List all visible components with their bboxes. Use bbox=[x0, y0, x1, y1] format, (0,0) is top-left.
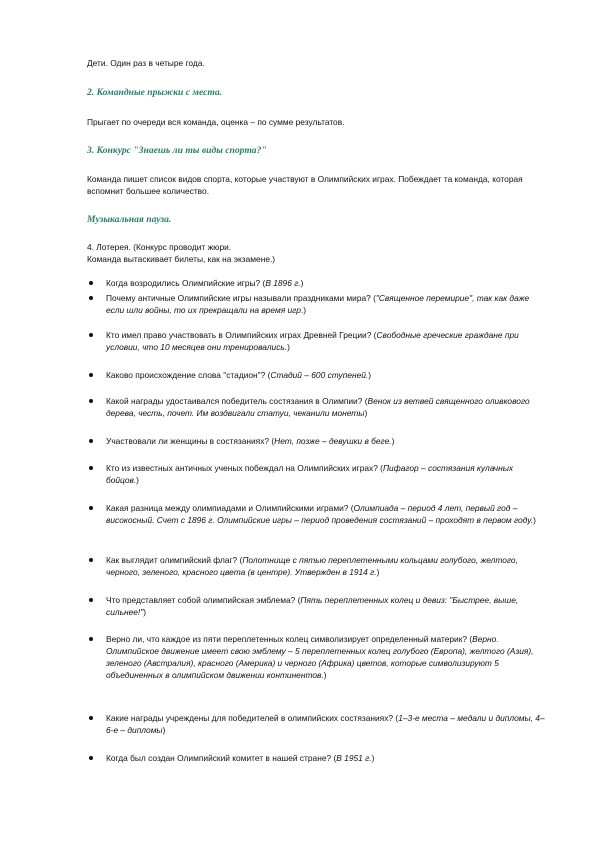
answer: Венок из ветвей священного оливкового дерева, честь, почет. Им воздвигали статуи, чеканили монеты bbox=[106, 396, 530, 418]
bullet-icon bbox=[89, 558, 93, 562]
answer: Верно. Олимпийское движение имеет свою эмблему – 5 переплетенных колец голубого (Европа), желтого (Азия), зеленого (Австралия), красного (Америка) и черного (Африка) цветов, которые символизируют 5 объединенных в олимпийском движении континентов. bbox=[106, 634, 534, 680]
section2-heading: 2. Командные прыжки с места. bbox=[87, 87, 223, 98]
answer: 1–3-е места – медали и дипломы, 4–6-е – дипломы bbox=[106, 713, 545, 735]
answer: Полотнище с пятью переплетенными кольцами голубого, желтого, черного, зеленого, красного цвета (в центре). Утвержден в 1914 г. bbox=[106, 555, 518, 577]
question-item: Кто из известных античных ученых побеждал на Олимпийских играх? (Пифагор – состязания кулачных бойцов.) bbox=[106, 462, 546, 486]
question-item: Какие награды учреждены для победителей в олимпийских состязаниях? (1–3-е места – медали и дипломы, 4–6-е – дипломы) bbox=[106, 712, 546, 736]
music-pause-heading: Музыкальная пауза. bbox=[87, 214, 172, 225]
lottery-line-1: 4. Лотерея. (Конкурс проводит жюри. bbox=[87, 242, 232, 252]
question-item: Что представляет собой олимпийская эмблема? (Пять переплетенных колец и девиз: "Быстрее, выше, сильнее!") bbox=[106, 594, 546, 618]
lottery-line-2: Команда вытаскивает билеты, как на экзамене.) bbox=[87, 254, 276, 264]
answer: В 1896 г. bbox=[265, 278, 301, 288]
question-item: Кто имел право участвовать в Олимпийских играх Древней Греции? (Свободные греческие граждане при условии, что 10 месяцев они тренировались.) bbox=[106, 329, 546, 353]
bullet-icon bbox=[89, 296, 93, 300]
bullet-icon bbox=[89, 637, 93, 641]
answer: Пифагор – состязания кулачных бойцов. bbox=[106, 463, 514, 485]
question-item: Как выглядит олимпийский флаг? (Полотнище с пятью переплетенными кольцами голубого, желтого, черного, зеленого, красного цвета (в центре). Утвержден в 1914 г.) bbox=[106, 554, 546, 578]
section2-text: Прыгает по очереди вся команда, оценка – по сумме результатов. bbox=[87, 117, 345, 127]
question-item: Какой награды удостаивался победитель состязания в Олимпии? (Венок из ветвей священного оливкового дерева, честь, почет. Им воздвигали статуи, чеканили монеты) bbox=[106, 395, 546, 419]
answer: В 1951 г. bbox=[336, 753, 372, 763]
answer: Свободные греческие граждане при условии, что 10 месяцев они тренировались. bbox=[106, 330, 519, 352]
answer: Олимпиада – период 4 лет, первый год – високосный. Счет с 1896 г. Олимпийские игры – период проведения состязаний – проходят в первом году. bbox=[106, 503, 534, 525]
section3-text: Команда пишет список видов спорта, которые участвуют в Олимпийских играх. Побеждает та команда, которая вспомнит большее количество. bbox=[87, 174, 523, 196]
bullet-icon bbox=[89, 466, 93, 470]
question-item: Почему античные Олимпийские игры называли праздниками мира? ("Священное перемирие", так как даже если шли войны, то их прекращали на время игр.) bbox=[106, 292, 546, 316]
answer: Пять переплетенных колец и девиз: "Быстрее, выше, сильнее!" bbox=[106, 595, 519, 617]
intro-line: Дети. Один раз в четыре года. bbox=[87, 58, 205, 68]
bullet-icon bbox=[89, 716, 93, 720]
question-item: Каково происхождение слова "стадион"? (Стадий – 600 ступеней.) bbox=[106, 369, 546, 381]
question-item: Когда был создан Олимпийский комитет в нашей стране? (В 1951 г.) bbox=[106, 752, 546, 764]
question-item: Какая разница между олимпиадами и Олимпийскими играми? (Олимпиада – период 4 лет, первый год – високосный. Счет с 1896 г. Олимпийские игры – период проведения состязаний – проходят в первом году.) bbox=[106, 502, 546, 526]
bullet-icon bbox=[89, 598, 93, 602]
bullet-icon bbox=[89, 506, 93, 510]
answer: Стадий – 600 ступеней. bbox=[270, 370, 369, 380]
question-item: Участвовали ли женщины в состязаниях? (Нет, позже – девушки в беге.) bbox=[106, 435, 546, 447]
bullet-icon bbox=[89, 439, 93, 443]
answer: "Священное перемирие", так как даже если шли войны, то их прекращали на время игр bbox=[106, 293, 530, 315]
bullet-icon bbox=[89, 399, 93, 403]
question-item: Когда возродились Олимпийские игры? (В 1896 г.) bbox=[106, 277, 546, 289]
section3-heading: 3. Конкурс "Знаешь ли ты виды спорта?" bbox=[87, 145, 267, 156]
bullet-icon bbox=[89, 333, 93, 337]
question-item: Верно ли, что каждое из пяти переплетенных колец символизирует определенный материк? (Верно. Олимпийское движение имеет свою эмблему – 5 переплетенных колец голубого (Европа), желтого (Азия), зеленого (Австралия), красного (Америка) и черного (Африка) цветов, которые символизируют 5 объединенных в олимпийском движении континентов.) bbox=[106, 633, 546, 681]
bullet-icon bbox=[89, 756, 93, 760]
bullet-icon bbox=[89, 281, 93, 285]
bullet-icon bbox=[89, 373, 93, 377]
answer: Нет, позже – девушки в беге. bbox=[274, 436, 392, 446]
